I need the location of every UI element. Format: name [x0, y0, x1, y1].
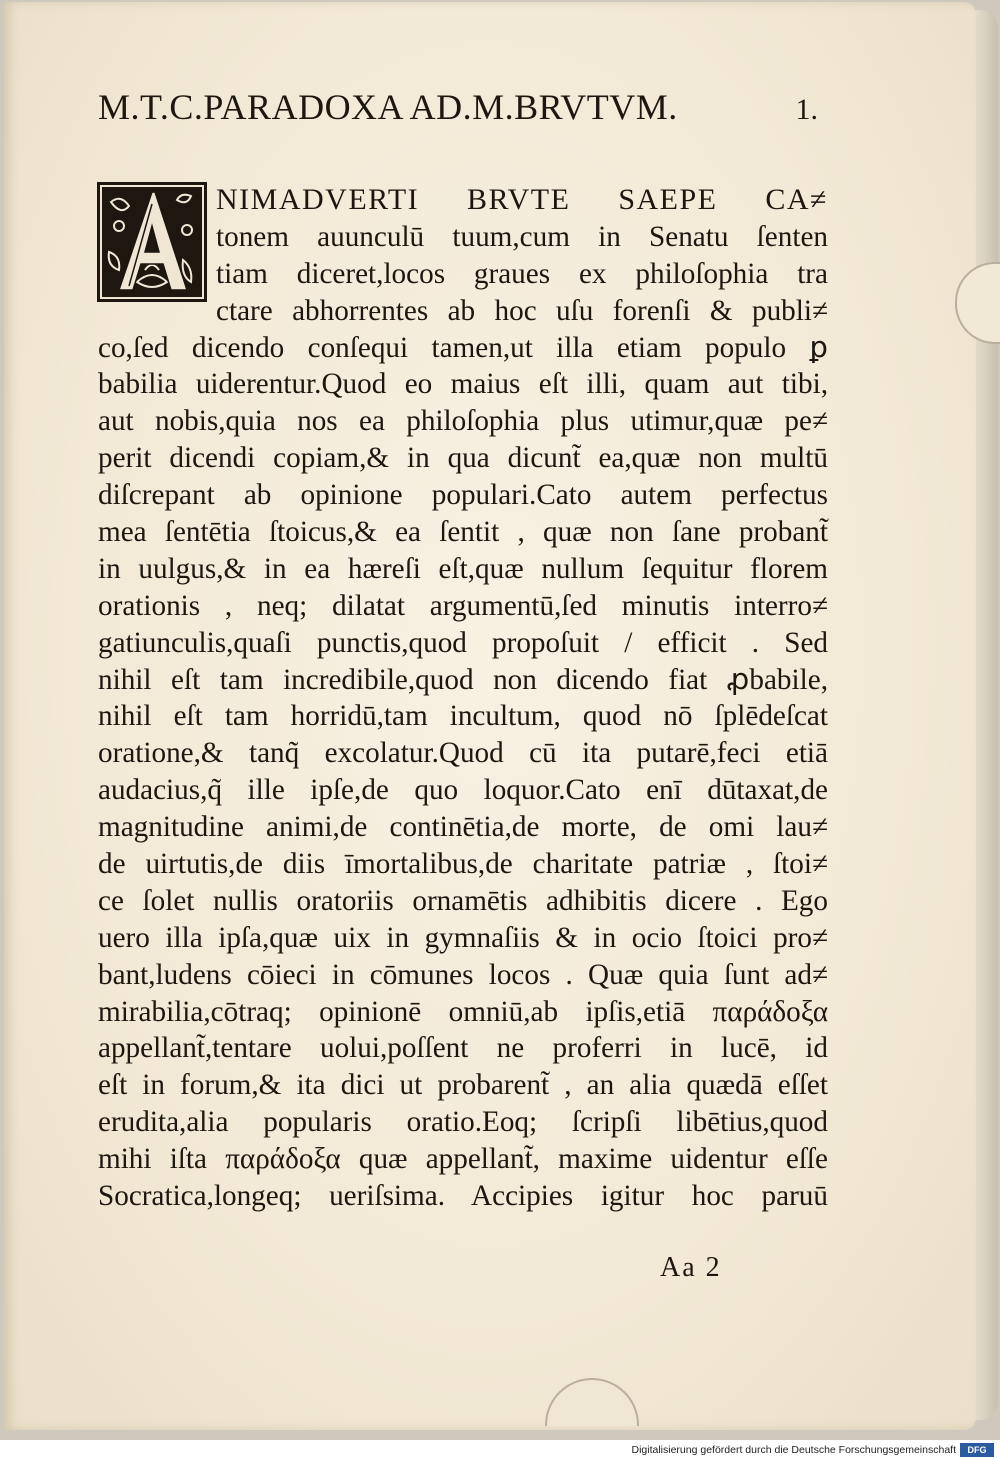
text-line: perit dicendi copiam,& in qua dicunt̃ ea,quæ non multū — [98, 442, 828, 475]
text-line: bant,ludens cōieci in cōmunes locos . Quæ quia ſunt ad≠ — [98, 958, 828, 991]
text-line: babilia uiderentur.Quod eo maius eſt illi, quam aut tibi, — [98, 368, 828, 401]
text-line: eſt in forum,& ita dici ut probarent̃ , an alia quædā eſſet — [98, 1069, 828, 1102]
text-line: de uirtutis,de diis īmortalibus,de charitate patriæ , ſtoi≠ — [98, 848, 828, 881]
text-line: nihil eſt tam incredibile,quod non dicendo fiat ꝓbabile, — [98, 663, 828, 696]
body-text-block — [98, 182, 828, 1215]
text-line: gatiunculis,quaſi punctis,quod propoſuit / efficit . Sed — [98, 626, 828, 659]
text-line: erudita,alia popularis oratio.Eoq; ſcripſi libētius,quod — [98, 1106, 828, 1139]
text-line: oratione,& tanq̃ excolatur.Quod cū ita putarē,feci etiā — [98, 737, 828, 770]
text-line: nihil eſt tam horridū,tam incultum, quod nō ſplēdeſcat — [98, 700, 828, 733]
text-line: tiam diceret,locos graues ex philoſophia tra — [216, 257, 828, 290]
text-line: ctare abhorrentes ab hoc uſu forenſi & publi≠ — [216, 294, 828, 327]
text-line: co,ſed dicendo conſequi tamen,ut illa etiam populo ꝑ — [98, 331, 828, 364]
text-line: mirabilia,cōtraq; opinionē omniū,ab ipſis,etiā παράδοξα — [98, 995, 828, 1028]
text-line: ce ſolet nullis oratoriis ornamētis adhibitis dicere . Ego — [98, 884, 828, 917]
text-line: orationis , neq; dilatat argumentū,ſed minutis interro≠ — [98, 589, 828, 622]
page-header — [98, 86, 818, 128]
running-head: M.T.C.PARADOXA AD.M.BRVTVM. — [98, 87, 678, 127]
text-line: uero illa ipſa,quæ uix in gymnaſiis & in ocio ſtoici pro≠ — [98, 921, 828, 954]
text-line: appellant̃,tentare uolui,poſſent ne proferri in lucē, id — [98, 1032, 828, 1065]
text-line: aut nobis,quia nos ea philoſophia plus utimur,quæ pe≠ — [98, 405, 828, 438]
text-line: NIMADVERTI BRVTE SAEPE CA≠ — [216, 183, 828, 216]
text-line: magnitudine animi,de continētia,de morte, de omi lau≠ — [98, 811, 828, 844]
text-line: mea ſentētia ſtoicus,& ea ſentit , quæ non ſane probant̃ — [98, 516, 828, 549]
text-line: audacius,q̃ ille ipſe,de quo loquor.Cato enī dūtaxat,de — [98, 774, 828, 807]
text-line: diſcrepant ab opinione populari.Cato autem perfectus — [98, 479, 828, 512]
dfg-logo-icon: DFG — [960, 1443, 994, 1457]
digitization-footer — [0, 1440, 1000, 1460]
text-line: tonem auunculū tuum,cum in Senatu ſenten — [216, 220, 828, 253]
text-line: in uulgus,& in ea hæreſi eſt,quæ nullum ſequitur florem — [98, 552, 828, 585]
text-line: Socratica,longeq; ueriſsima. Accipies igitur hoc paruū — [98, 1180, 828, 1213]
folio-number: 1. — [795, 93, 818, 126]
footer-credit: Digitalisierung gefördert durch die Deutsche Forschungsgemeinschaft — [631, 1444, 956, 1456]
text-line: mihi iſta παράδοξα quæ appellant̃, maxime uidentur eſſe — [98, 1143, 828, 1176]
signature-mark: Aa 2 — [660, 1252, 722, 1283]
